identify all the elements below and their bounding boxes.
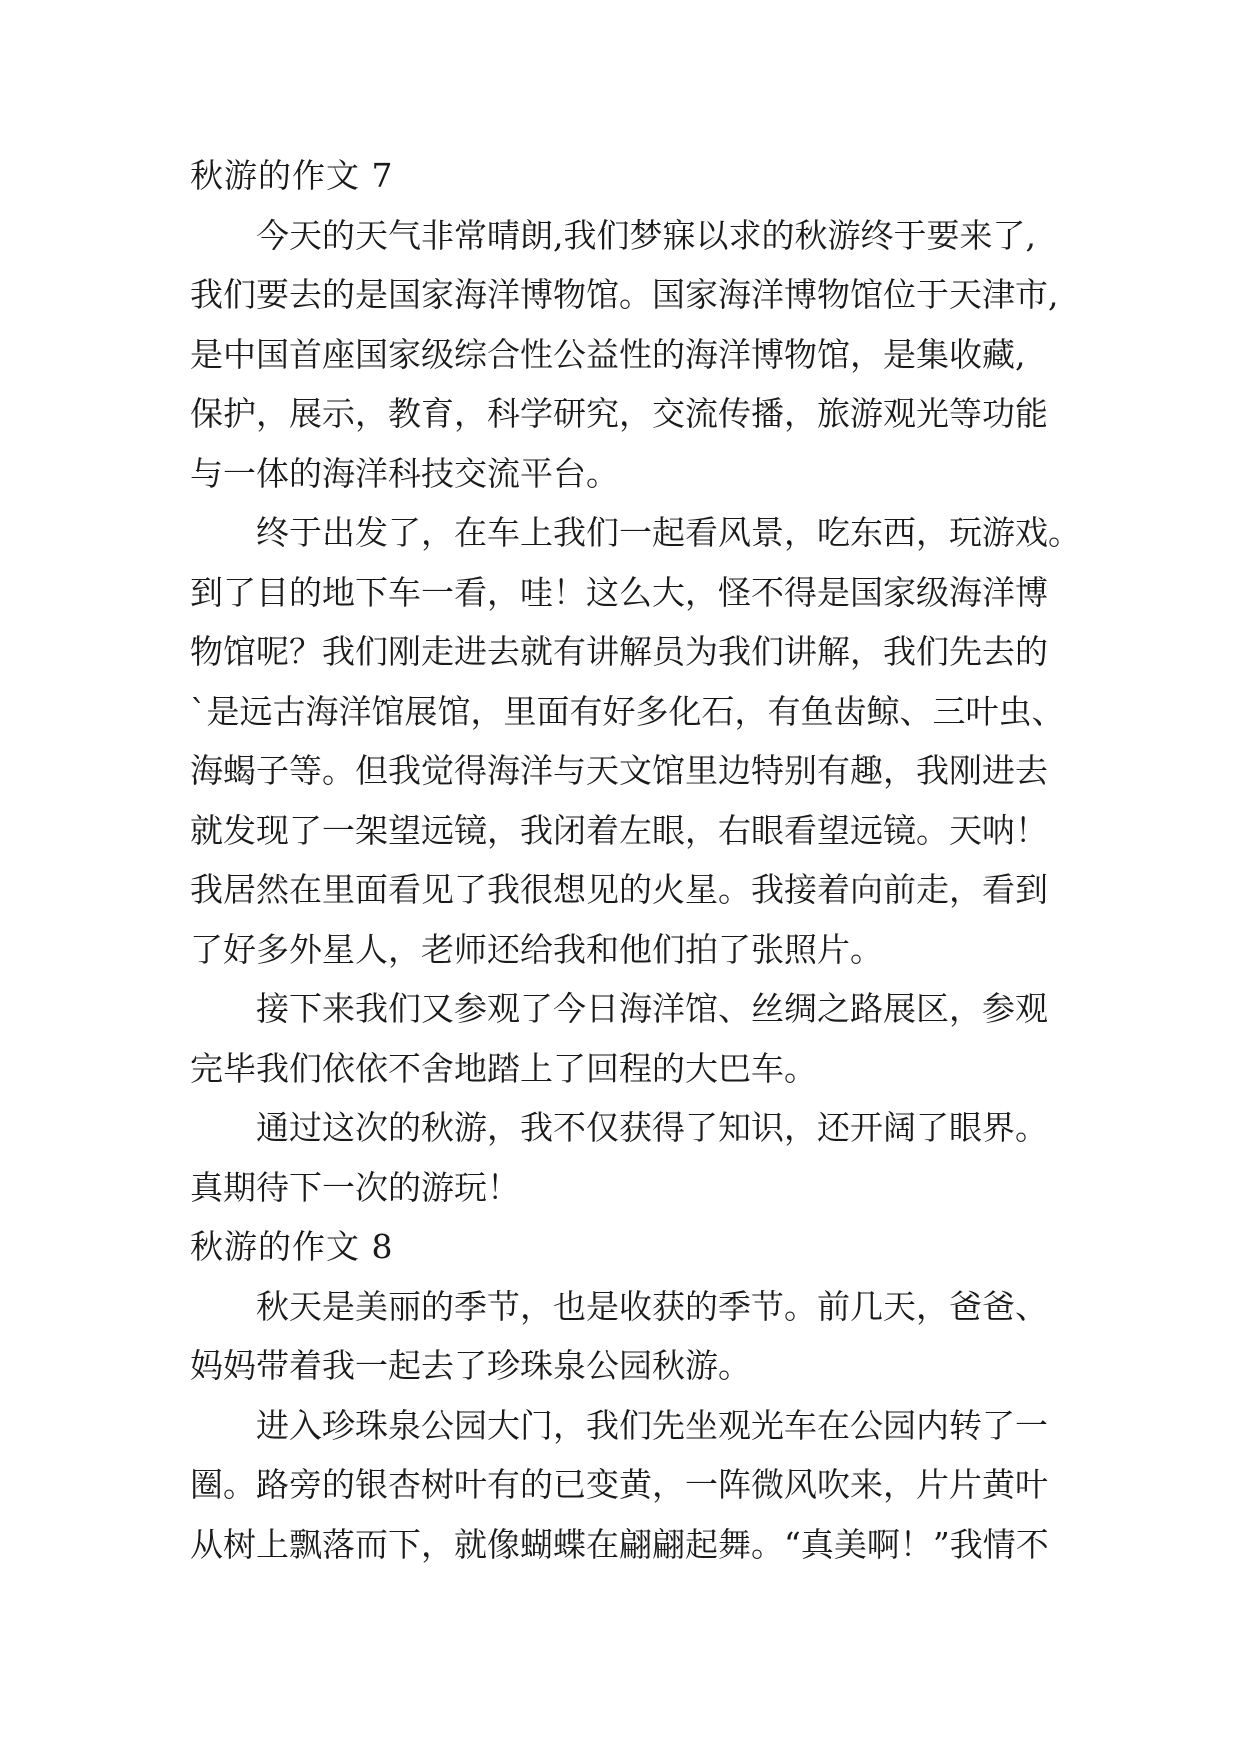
essay-7-line: 与一体的海洋科技交流平台。 [190, 453, 619, 493]
document-page [190, 146, 1090, 1574]
essay-8-line: 从树上飘落而下，就像蝴蝶在翩翩起舞。“真美啊！”我情不 [190, 1524, 1049, 1564]
essay-7-line: 了好多外星人，老师还给我和他们拍了张照片。 [190, 929, 883, 969]
essay-8-title: 秋游的作文 8 [190, 1227, 394, 1266]
essay-8-line: 妈妈带着我一起去了珍珠泉公园秋游。 [190, 1346, 751, 1385]
essay-8-line: 圈。路旁的银杏树叶有的已变黄，一阵微风吹来，片片黄叶 [190, 1465, 1048, 1504]
essay-7-line: 保护，展示，教育，科学研究，交流传播，旅游观光等功能 [190, 394, 1048, 433]
essay-7-title: 秋游的作文 7 [190, 156, 394, 195]
essay-8-line: 进入珍珠泉公园大门，我们先坐观光车在公园内转了一 [256, 1405, 1048, 1445]
essay-7-line: 海蝎子等。但我觉得海洋与天文馆里边特别有趣，我刚进去 [190, 751, 1048, 790]
essay-7-line: 到了目的地下车一看，哇！这么大，怪不得是国家级海洋博 [190, 572, 1048, 612]
essay-8-line: 秋天是美丽的季节，也是收获的季节。前几天，爸爸、 [256, 1286, 1048, 1326]
essay-7-line: 完毕我们依依不舍地踏上了回程的大巴车。 [190, 1048, 817, 1088]
essay-7-line: 通过这次的秋游，我不仅获得了知识，还开阔了眼界。 [256, 1108, 1048, 1147]
essay-7-line: 就发现了一架望远镜，我闭着左眼，右眼看望远镜。天呐！ [190, 810, 1048, 850]
essay-7-line: 今天的天气非常晴朗,我们梦寐以求的秋游终于要来了, [256, 215, 1036, 255]
essay-7-line: 我居然在里面看见了我很想见的火星。我接着向前走，看到 [190, 870, 1048, 909]
essay-7-line: 真期待下一次的游玩！ [190, 1167, 520, 1207]
essay-7-line: 我们要去的是国家海洋博物馆。国家海洋博物馆位于天津市, [190, 275, 1059, 314]
essay-7-line: 终于出发了，在车上我们一起看风景，吃东西，玩游戏。 [256, 513, 1081, 552]
essay-7-line: 是中国首座国家级综合性公益性的海洋博物馆，是集收藏, [190, 334, 1026, 374]
essay-7-line: `是远古海洋馆展馆，里面有好多化石，有鱼齿鲸、三叶虫、 [190, 691, 1065, 731]
essay-7-line: 接下来我们又参观了今日海洋馆、丝绸之路展区，参观 [256, 989, 1048, 1028]
essay-7-line: 物馆呢？我们刚走进去就有讲解员为我们讲解，我们先去的 [190, 632, 1048, 671]
